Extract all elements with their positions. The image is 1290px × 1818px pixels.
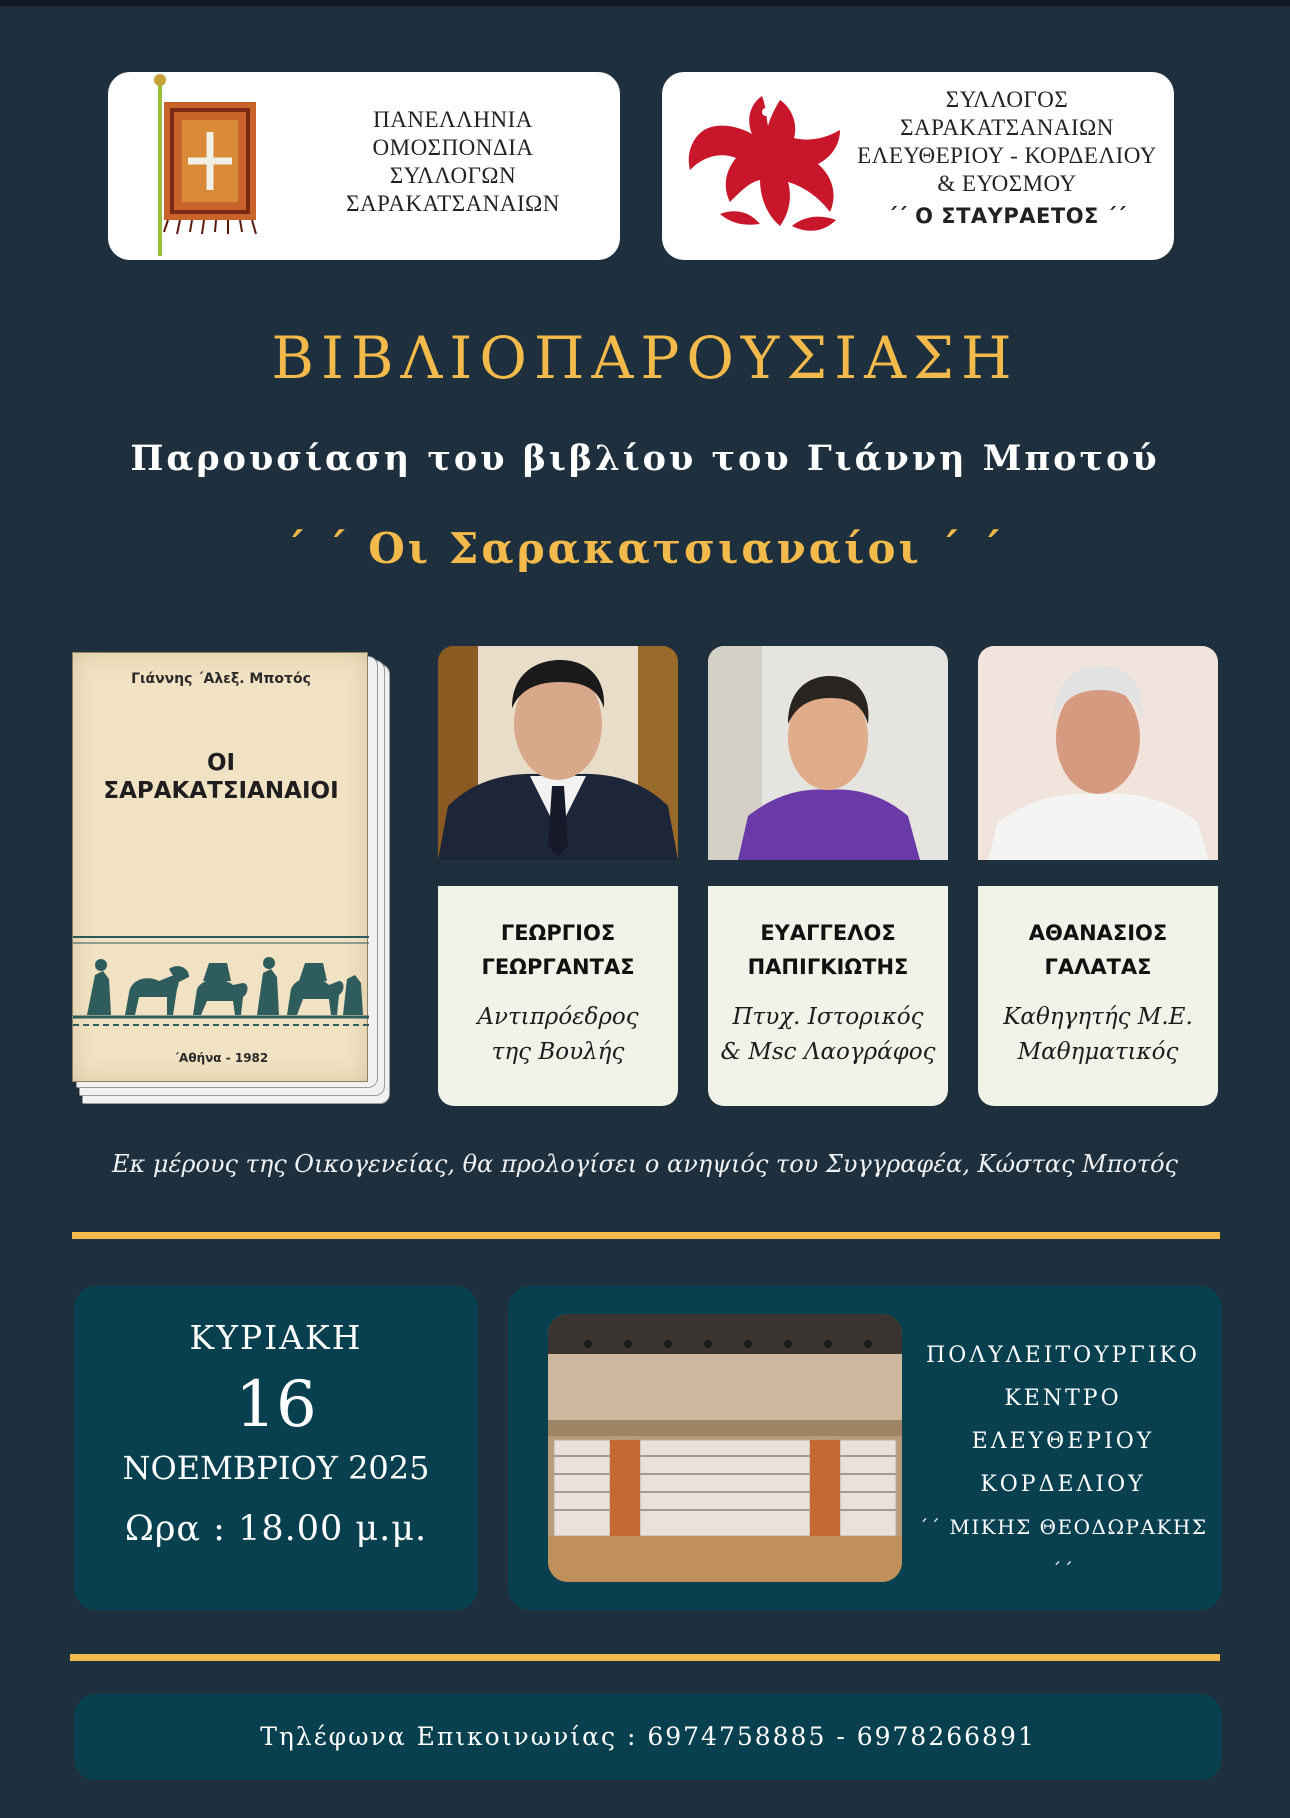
venue-name [912, 1334, 1214, 1592]
speaker-card [438, 886, 678, 1106]
event-date-number: 16 [235, 1368, 317, 1442]
venue-line: ΚΟΡΔΕΛΙΟΥ [980, 1472, 1146, 1497]
book-title-line: ΣΑΡΑΚΑΤΣΙΑΝΑΙΟΙ [103, 778, 339, 804]
association-title: ΄΄ Ο ΣΤΑΥΡΑΕΤΟΣ ΄΄ [887, 204, 1127, 228]
speaker-name: ΓΑΛΑΤΑΣ [1044, 955, 1152, 979]
red-eagle-icon [680, 86, 848, 246]
event-month-year: ΝΟΕΜΒΡΙΟΥ 2025 [122, 1449, 430, 1487]
association-name [852, 86, 1162, 230]
event-time: Ωρα : 18.00 μ.μ. [124, 1509, 428, 1549]
federation-name-line: ΣΥΛΛΟΓΩΝ [389, 163, 517, 188]
caravan-illustration [73, 923, 369, 1033]
venue-line: ΠΟΛΥΛΕΙΤΟΥΡΓΙΚΟ [926, 1343, 1200, 1368]
association-name-line: ΣΑΡΑΚΑΤΣΑΝΑΙΩΝ [900, 115, 1114, 140]
association-name-line: ΣΥΛΛΟΓΟΣ [945, 87, 1069, 112]
event-subtitle: Παρουσίαση του βιβλίου του Γιάννη Μποτού [130, 438, 1160, 479]
federation-name-line: ΣΑΡΑΚΑΤΣΑΝΑΙΩΝ [346, 191, 560, 216]
event-day: ΚΥΡΙΑΚΗ [189, 1318, 363, 1357]
speaker-role: της Βουλής [491, 1039, 625, 1065]
speaker-name: ΑΘΑΝΑΣΙΟΣ [1028, 921, 1168, 945]
federation-name-line: ΠΑΝΕΛΛΗΝΙΑ [373, 107, 533, 132]
association-name-line: & ΕΥΟΣΜΟΥ [937, 171, 1077, 196]
speaker-name: ΓΕΩΡΓΙΟΣ [500, 921, 616, 945]
date-box [74, 1286, 478, 1610]
federation-name [308, 106, 598, 218]
book-cover [72, 652, 392, 1104]
venue-line: ΄΄ ΜΙΚΗΣ ΘΕΟΔΩΡΑΚΗΣ ΄΄ [918, 1515, 1208, 1582]
federation-logo-card [108, 72, 620, 260]
venue-box [508, 1286, 1222, 1610]
book-front-cover [72, 652, 368, 1082]
auditorium-photo [548, 1314, 902, 1582]
speaker-role: Αντιπρόεδρος [477, 1004, 639, 1030]
speaker-photo [978, 646, 1218, 860]
gold-divider [70, 1654, 1220, 1661]
speaker-role: Καθηγητής Μ.Ε. [1003, 1004, 1193, 1030]
speaker-photo [708, 646, 948, 860]
speaker-photo [438, 646, 678, 860]
event-heading: ΒΙΒΛΙΟΠΑΡΟΥΣΙΑΣΗ [271, 324, 1019, 392]
speaker-name: ΓΕΩΡΓΑΝΤΑΣ [481, 955, 635, 979]
contact-phones: Τηλέφωνα Επικοινωνίας : 6974758885 - 6978266891 [74, 1694, 1222, 1780]
gold-divider [72, 1232, 1220, 1239]
speaker-role: Πτυχ. Ιστορικός [732, 1004, 924, 1030]
speaker-role: & Msc Λαογράφος [720, 1039, 936, 1065]
speaker-name: ΠΑΠΙΓΚΙΩΤΗΣ [747, 955, 909, 979]
venue-line: ΕΛΕΥΘΕΡΙΟΥ [971, 1429, 1155, 1454]
speaker-card [978, 886, 1218, 1106]
association-name-line: ΕΛΕΥΘΕΡΙΟΥ - ΚΟΡΔΕΛΙΟΥ [857, 143, 1157, 168]
venue-line: ΚΕΝΤΡΟ [1004, 1386, 1122, 1411]
book-title-line: ΟΙ [206, 750, 236, 776]
association-logo-card [662, 72, 1174, 260]
book-author: Γιάννης ΄Αλεξ. Μποτός [131, 671, 311, 687]
federation-name-line: ΟΜΟΣΠΟΝΔΙΑ [372, 135, 534, 160]
book-title [73, 749, 369, 805]
family-note: Εκ μέρους της Οικογενείας, θα προλογίσει ο ανηψιός του Συγγραφέα, Κώστας Μποτός [112, 1150, 1178, 1178]
book-place-year: ΄Αθήνα - 1982 [173, 1051, 269, 1065]
speaker-card [708, 886, 948, 1106]
book-title-heading: ΄ ΄ Οι Σαρακατσιαναίοι ΄ ΄ [284, 524, 1006, 573]
speaker-name: ΕΥΑΓΓΕΛΟΣ [760, 921, 896, 945]
speaker-role: Μαθηματικός [1017, 1039, 1179, 1065]
banner-flag-icon [122, 72, 272, 260]
